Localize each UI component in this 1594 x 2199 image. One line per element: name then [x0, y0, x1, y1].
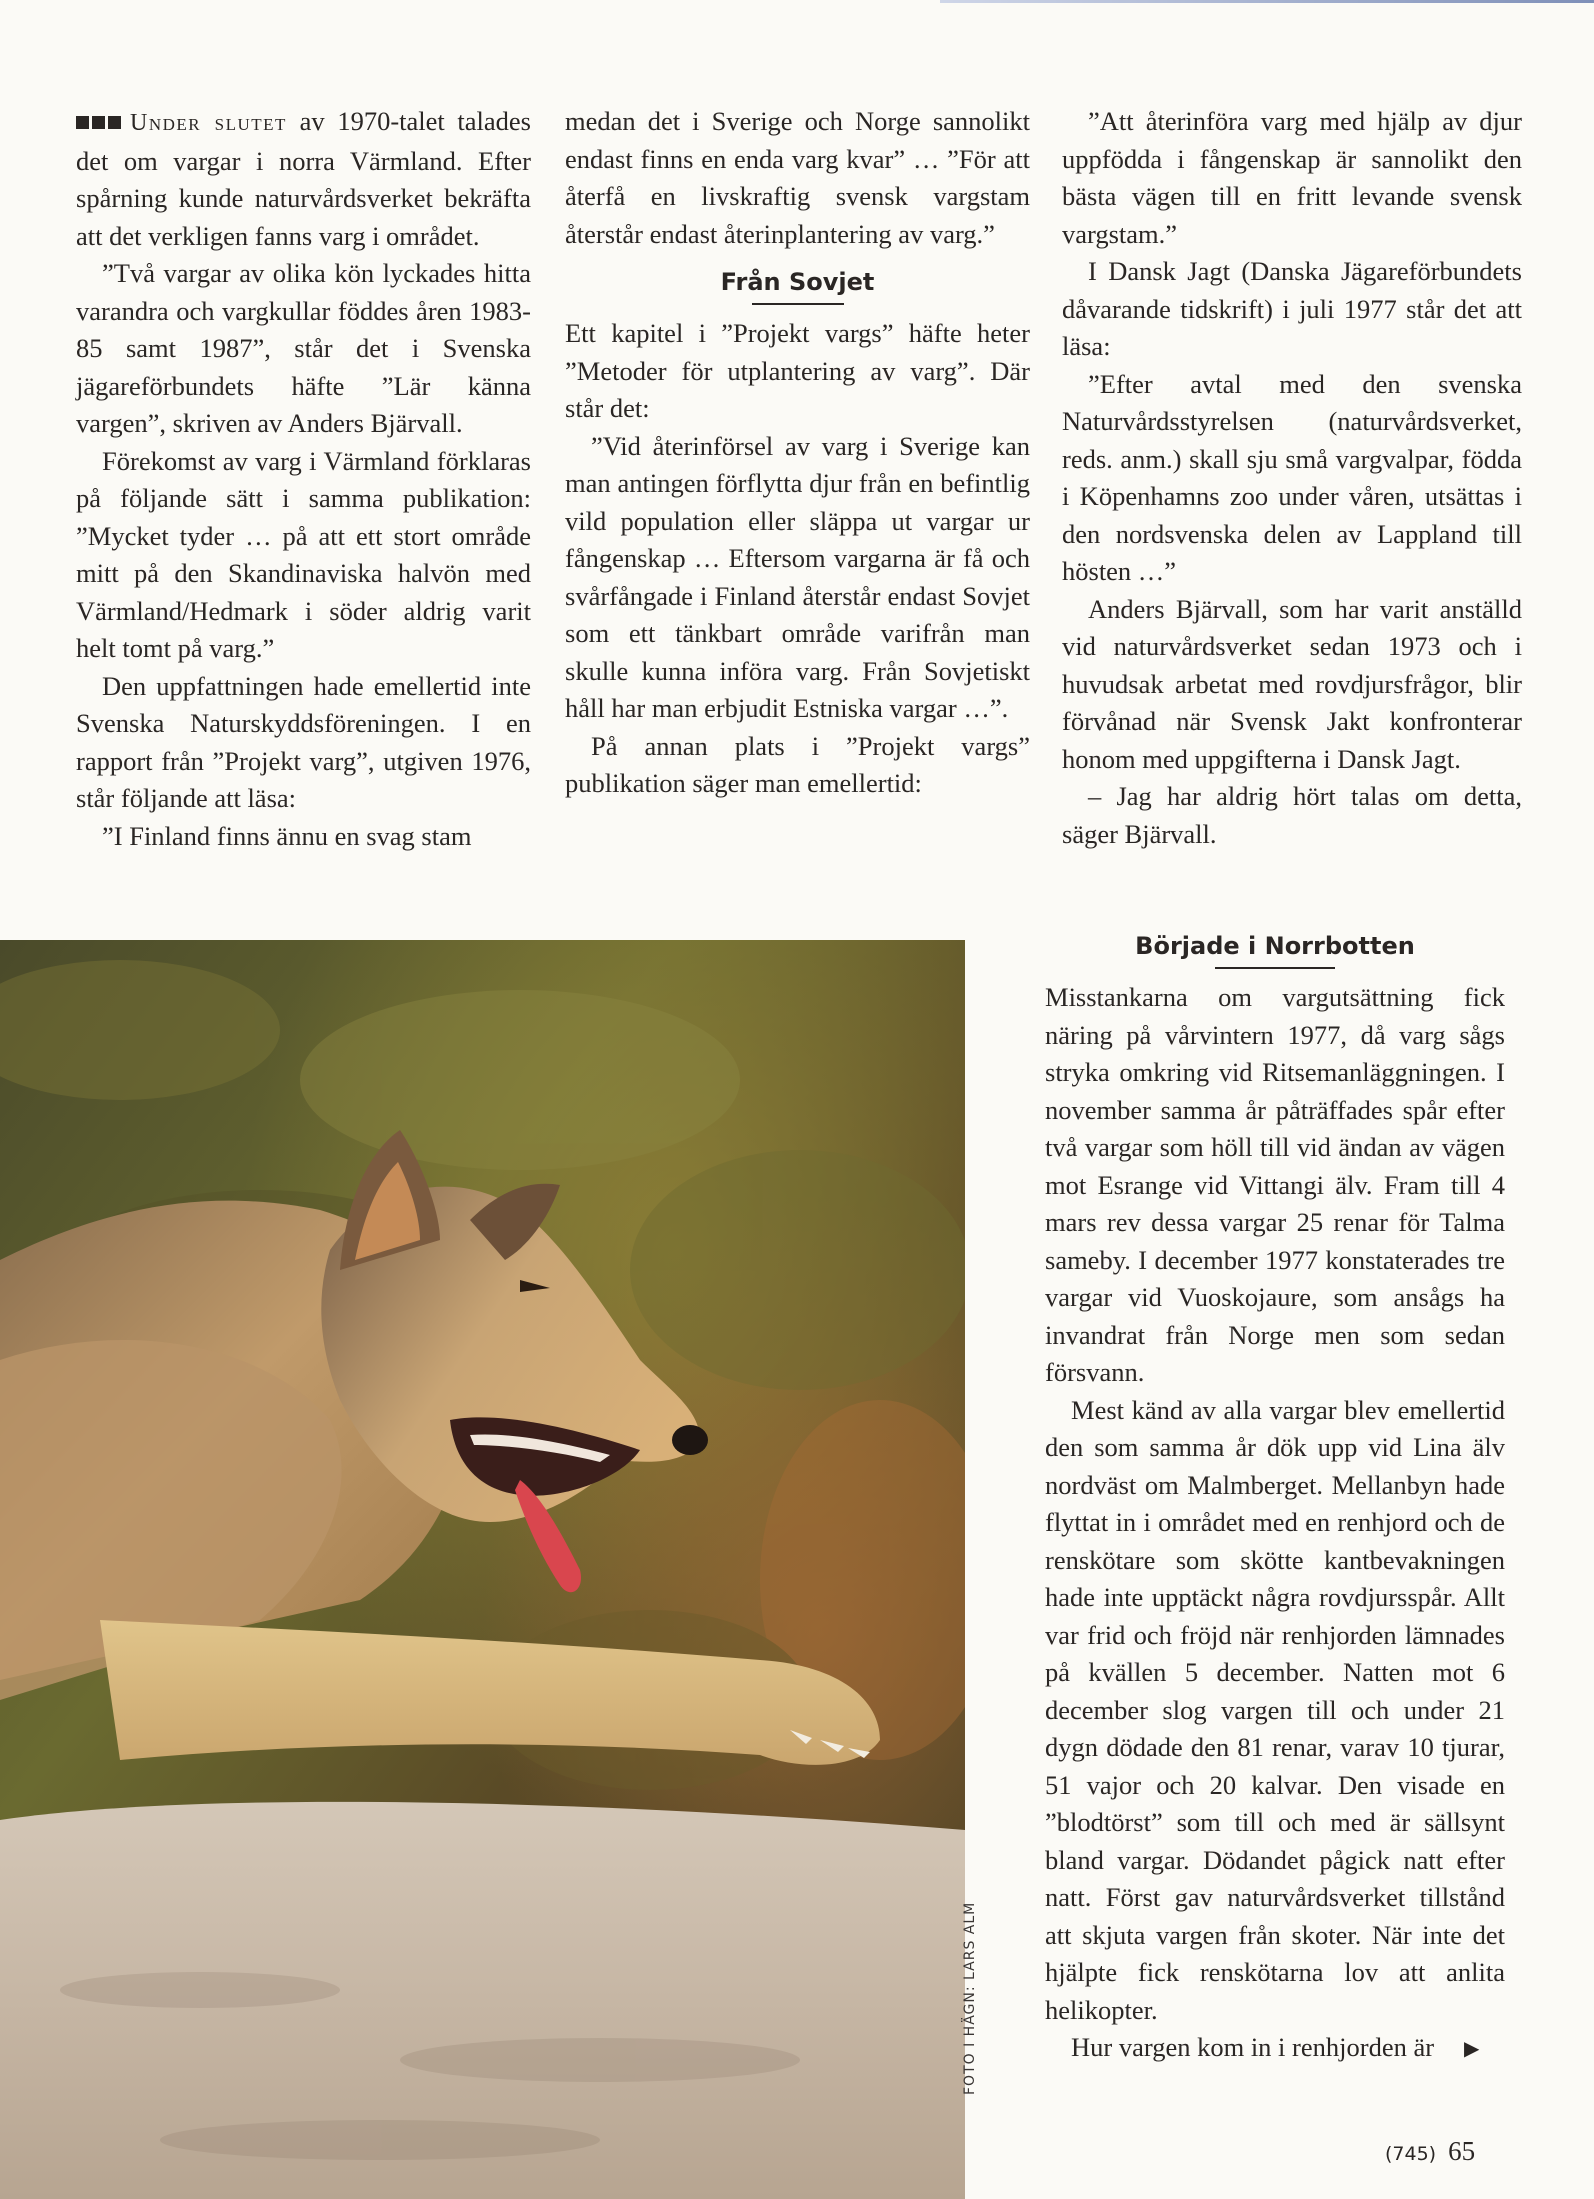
paragraph: Förekomst av varg i Värmland förklaras på följande sätt i samma publikation: ”Mycket tyder … på att ett stort område mitt på den Skandinaviska halvön med Värmland/Hedmark i söder aldrig varit helt tomt på varg.” — [76, 445, 531, 663]
subheading — [1045, 929, 1505, 969]
article-column-2 — [565, 103, 1030, 803]
continue-arrow-icon: ▶ — [1464, 2038, 1480, 2060]
paragraph: ”I Finland finns ännu en svag stam — [102, 820, 472, 851]
article-column-4 — [1045, 925, 1505, 2069]
paragraph: På annan plats i ”Projekt vargs” publikation säger man emellertid: — [565, 730, 1030, 798]
issue-number: (745) — [1385, 2143, 1437, 2165]
subheading — [565, 265, 1030, 305]
paragraph: ”Vid återinförsel av varg i Sverige kan man antingen förflytta djur från en befintlig vild population eller släppa ut vargar ur fångenskap … Eftersom vargarna är få och svårfångade i Finland återstår endast Sovjet som ett tänkbart område varifrån man skulle kunna införa varg. Från Sovjetiskt håll har man erbjudit Estniska vargar …”. — [565, 430, 1030, 723]
lead-paragraph — [76, 103, 531, 255]
page-footer — [1385, 2136, 1475, 2167]
paragraph: Anders Bjärvall, som har varit anställd vid naturvårdsverket sedan 1973 och i huvudsak arbetat med rovdjursfrågor, blir förvånad när Svensk Jakt konfronterar honom med uppgifterna i Dansk Jagt. — [1062, 593, 1522, 774]
subheading-rule — [752, 303, 844, 305]
subheading-rule — [1215, 967, 1335, 969]
paragraph: Ett kapitel i ”Projekt vargs” häfte heter ”Metoder för utplantering av varg”. Där står det: — [565, 318, 1030, 423]
paragraph: ”Att återinföra varg med hjälp av djur uppfödda i fångenskap är sannolikt den bästa vägen till en fritt levande svensk vargstam.” — [1062, 106, 1522, 249]
paragraph: ”Två vargar av olika kön lyckades hitta varandra och vargkullar föddes åren 1983-85 samt 1987”, står det i Svenska jägareförbundets häfte ”Lär känna vargen”, skriven av Anders Bjärvall. — [76, 258, 531, 438]
subheading-text: Började i Norrbotten — [1135, 932, 1415, 960]
paragraph: I Dansk Jagt (Danska Jägareförbundets dåvarande tidskrift) i juli 1977 står det att läsa: — [1062, 256, 1522, 361]
paragraph: Mest känd av alla vargar blev emellertid den som samma år dök upp vid Lina älv nordväst om Malmberget. Mellanbyn hade flyttat in i området med en renhjord och de renskötare som skötte kantbevakningen hade inte upptäckt några rovdjursspår. Allt var frid och fröjd när renhjorden lämnades på kvällen 5 december. Natten mot 6 december slog vargen till och under 21 dygn dödade den 81 renar, varav 10 tjurar, 51 vajor och 20 kalvar. Den visade en ”blodtörst” som till och med är sällsynt bland vargar. Dödandet pågick natt efter natt. Först gav naturvårdsverket tillstånd att skjuta vargen från skoter. När inte det hjälpte fick renskötarna lov att anlita helikopter. — [1045, 1394, 1505, 2025]
lead-paragraph-text: av 1970-talet talades det om vargar i norra Värmland. Efter spårning kunde naturvårdsverket bekräfta att det verkligen fanns varg i området. — [76, 106, 531, 251]
article-column-1 — [76, 103, 531, 855]
paragraph: medan det i Sverige och Norge sannolikt endast finns en enda varg kvar” … ”För att återfå en livskraftig svensk vargstam återstår endast återinplantering av varg.” — [565, 106, 1030, 249]
paragraph — [1045, 2029, 1505, 2069]
article-column-3 — [1062, 103, 1522, 853]
page-number: 65 — [1448, 2136, 1476, 2166]
wolf-photo — [0, 940, 965, 2199]
wolf-illustration — [0, 940, 965, 2199]
paragraph: Den uppfattningen hade emellertid inte Svenska Naturskyddsföreningen. I en rapport från ”Projekt varg”, utgiven 1976, står följande att läsa: — [76, 670, 531, 813]
photo-credit: FOTO I HÄGN: LARS ALM — [962, 1901, 978, 2095]
lead-in-caps: Under slutet — [130, 110, 287, 136]
paragraph: – Jag har aldrig hört talas om detta, säger Bjärvall. — [1062, 781, 1522, 849]
lead-squares-icon — [76, 103, 124, 141]
subheading-text: Från Sovjet — [720, 268, 875, 296]
paragraph-text: Hur vargen kom in i renhjorden är — [1071, 2032, 1435, 2062]
paragraph: Misstankarna om vargutsättning fick näring på vårvintern 1977, då varg sågs stryka omkring vid Ritsemanläggningen. I november samma år påträffades spår efter två vargar som höll till vid ändan av vägen mot Esrange vid Vittangi älv. Fram till 4 mars rev dessa vargar 25 renar för Talma sameby. I december 1977 konstaterades tre vargar vid Vuoskojaure, som ansågs ha invandrat från Norge men som sedan försvann. — [1045, 982, 1505, 1387]
top-edge-line — [940, 0, 1594, 3]
paragraph: ”Efter avtal med den svenska Naturvårdsstyrelsen (naturvårdsverket, reds. anm.) skall sju små vargvalpar, födda i Köpenhamns zoo under våren, utsättas i den nordsvenska delen av Lappland till hösten …” — [1062, 368, 1522, 586]
